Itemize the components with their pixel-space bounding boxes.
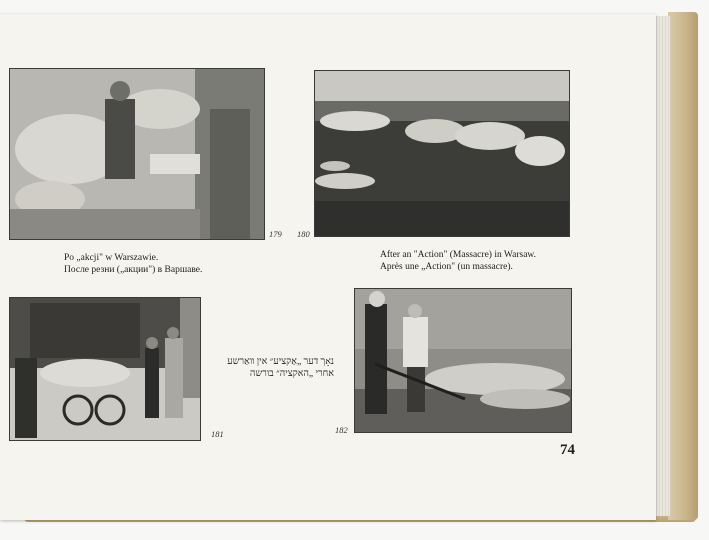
caption-russian: После резни („акции") в Варшаве. [64,265,203,275]
photo-179 [9,68,265,240]
figure-number-181: 181 [211,429,224,439]
page-edges [654,16,671,516]
book-page [0,14,656,520]
figure-number-180: 180 [297,229,310,239]
photo-182-image [355,289,571,432]
caption-hebrew: אחרי „האקציה״ בורשה [249,369,334,379]
figure-number-179: 179 [269,229,282,239]
photo-179-image [10,69,264,239]
caption-english: After an "Action" (Massacre) in Warsaw. [380,250,537,260]
caption-french: Après une „Action" (un massacre). [380,262,513,272]
caption-polish: Po „akcji" w Warszawie. [64,253,159,263]
figure-number-182: 182 [335,425,348,435]
photo-181 [9,297,201,441]
photo-181-image [10,298,200,440]
photo-180-image [315,71,569,236]
photo-182 [354,288,572,433]
book-cover [668,12,698,520]
page-number: 74 [560,442,575,458]
caption-yiddish: נאָך דער „אַקציע״ אין װאַרשע [227,357,334,367]
photo-180 [314,70,570,237]
